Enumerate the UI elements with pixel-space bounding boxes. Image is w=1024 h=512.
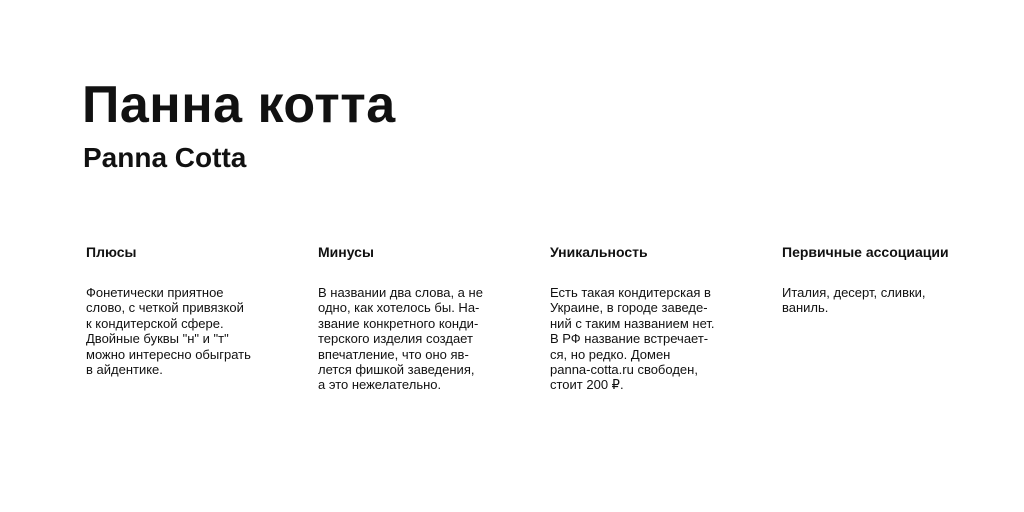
column-uniqueness-text: Есть такая кондитерская в Украине, в городе заведе- ний с таким названием нет. В РФ название встречает- ся, но редко. Домен panna-cotta.ru свободен, стоит 200 ₽.: [550, 285, 715, 393]
column-cons: [318, 243, 518, 393]
column-uniqueness: [550, 243, 750, 393]
column-cons-heading: Минусы: [318, 244, 374, 260]
page-title: Панна котта: [82, 76, 396, 134]
column-cons-text: В названии два слова, а не одно, как хотелось бы. На- звание конкретного конди- терского изделия создает впечатление, что оно яв- лется фишкой заведения, а это нежелательно.: [318, 285, 483, 393]
column-pros-heading: Плюсы: [86, 244, 137, 260]
column-uniqueness-heading: Уникальность: [550, 244, 648, 260]
column-associations: [782, 243, 982, 316]
column-associations-text: Италия, десерт, сливки, ваниль.: [782, 285, 926, 316]
page-subtitle: Panna Cotta: [83, 142, 247, 173]
column-pros: [86, 243, 286, 377]
column-associations-heading: Первичные ассоциации: [782, 244, 949, 260]
column-pros-text: Фонетически приятное слово, с четкой привязкой к кондитерской сфере. Двойные буквы "н" и "т" можно интересно обыграть в айдентике.: [86, 285, 251, 378]
